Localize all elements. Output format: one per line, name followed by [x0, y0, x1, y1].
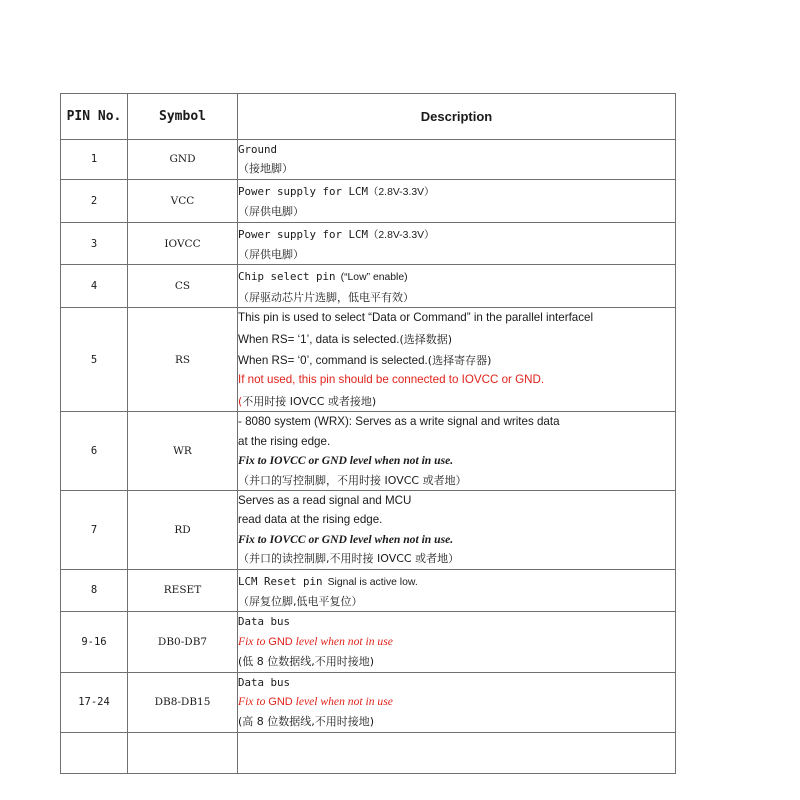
pin-description-document	[60, 93, 675, 729]
description-text: Fix to	[238, 694, 269, 708]
pin-number: 2	[61, 179, 128, 222]
pin-number: 9-16	[61, 612, 128, 672]
header-pin-no: PIN No.	[61, 94, 128, 140]
table-row	[61, 179, 676, 222]
description-line: （屏供电脚）	[238, 205, 304, 219]
description-line: (高 8 位数据线,不用时接地)	[238, 715, 375, 729]
description-text: GND	[268, 635, 293, 648]
description-line	[238, 570, 675, 592]
pin-number: 1	[61, 140, 128, 180]
pin-description	[238, 140, 676, 180]
description-text: (选择寄存器)	[427, 354, 492, 368]
description-text: Fix to	[238, 634, 269, 648]
pin-description	[238, 179, 676, 222]
description-text: (	[238, 394, 243, 408]
description-line: （接地脚）	[238, 162, 293, 176]
description-text: GND	[268, 695, 293, 708]
description-text: （2.8V-3.3V）	[368, 229, 435, 241]
pin-description	[238, 222, 676, 265]
description-text: (选择数据)	[399, 332, 453, 346]
description-line	[238, 265, 675, 287]
pin-description	[238, 612, 676, 672]
pin-description	[238, 672, 676, 732]
description-line: at the rising edge.	[238, 434, 331, 448]
description-line-warning: If not used, this pin should be connected to IOVCC or GND.	[238, 373, 545, 387]
description-text: (“Low” enable)	[340, 272, 408, 284]
description-text: Power supply for LCM	[238, 227, 369, 241]
description-text: Power supply for LCM	[238, 184, 369, 198]
table-row-cut-off	[61, 732, 676, 773]
description-line: Fix to IOVCC or GND level when not in use.	[238, 532, 454, 546]
description-line: Data bus	[238, 615, 291, 629]
pin-symbol: DB8-DB15	[128, 672, 238, 732]
description-line: This pin is used to select “Data or Command” in the parallel interfacel	[238, 311, 594, 325]
pin-description	[238, 308, 676, 412]
pin-symbol: GND	[128, 140, 238, 180]
description-line	[238, 390, 675, 411]
pin-description	[238, 490, 676, 569]
table-row	[61, 308, 676, 412]
pin-symbol: WR	[128, 412, 238, 491]
header-row	[61, 94, 676, 140]
description-line: （屏复位脚,低电平复位）	[238, 594, 363, 608]
pin-symbol: RESET	[128, 569, 238, 612]
header-symbol: Symbol	[128, 94, 238, 140]
description-line	[238, 223, 675, 245]
description-line: Ground	[238, 143, 278, 156]
description-text: LCM Reset pin	[238, 574, 323, 588]
pin-symbol	[128, 732, 238, 773]
description-text: level when not in use	[292, 694, 393, 708]
description-line-warning	[238, 632, 675, 652]
pin-number: 7	[61, 490, 128, 569]
pin-symbol: DB0-DB7	[128, 612, 238, 672]
description-line: Serves as a read signal and MCU	[238, 493, 412, 507]
table-row	[61, 140, 676, 180]
pin-symbol: RD	[128, 490, 238, 569]
pin-description	[238, 265, 676, 308]
pin-symbol: IOVCC	[128, 222, 238, 265]
pin-description	[238, 732, 676, 773]
table-row	[61, 672, 676, 732]
pin-number: 8	[61, 569, 128, 612]
description-text: 不用时接 IOVCC 或者接地)	[242, 394, 377, 408]
pin-number: 5	[61, 308, 128, 412]
pin-number: 17-24	[61, 672, 128, 732]
table-row	[61, 612, 676, 672]
description-line: Data bus	[238, 675, 291, 689]
table-row	[61, 412, 676, 491]
description-text: When RS= ‘0’, command is selected.	[238, 354, 428, 368]
pin-number	[61, 732, 128, 773]
table-row	[61, 490, 676, 569]
pin-number: 4	[61, 265, 128, 308]
description-line: Fix to IOVCC or GND level when not in use.	[238, 454, 454, 468]
pin-description	[238, 569, 676, 612]
table-row	[61, 569, 676, 612]
pin-table	[60, 93, 676, 774]
pin-symbol: RS	[128, 308, 238, 412]
description-line	[238, 180, 675, 202]
description-line: （屏供电脚）	[238, 248, 304, 262]
description-line: read data at the rising edge.	[238, 513, 383, 527]
description-text: When RS= ‘1’, data is selected.	[238, 332, 400, 346]
description-text: Chip select pin	[238, 270, 336, 284]
description-line: （并口的写控制脚，不用时接 IOVCC 或者地）	[238, 473, 467, 487]
description-line	[238, 328, 675, 349]
pin-description	[238, 412, 676, 491]
header-description: Description	[238, 94, 676, 140]
description-line: （并口的读控制脚,不用时接 IOVCC 或者地）	[238, 552, 460, 566]
pin-symbol: VCC	[128, 179, 238, 222]
description-line	[238, 349, 675, 370]
pin-number: 3	[61, 222, 128, 265]
description-line: （屏驱动芯片片选脚，低电平有效）	[238, 290, 414, 304]
pin-symbol: CS	[128, 265, 238, 308]
description-line-warning	[238, 692, 675, 712]
description-line: (低 8 位数据线,不用时接地)	[238, 655, 375, 669]
table-row	[61, 265, 676, 308]
description-text: （2.8V-3.3V）	[368, 186, 435, 198]
description-text: Signal is active low.	[327, 576, 418, 588]
description-text: level when not in use	[292, 634, 393, 648]
description-line: - 8080 system (WRX): Serves as a write signal and writes data	[238, 415, 560, 429]
pin-number: 6	[61, 412, 128, 491]
table-row	[61, 222, 676, 265]
